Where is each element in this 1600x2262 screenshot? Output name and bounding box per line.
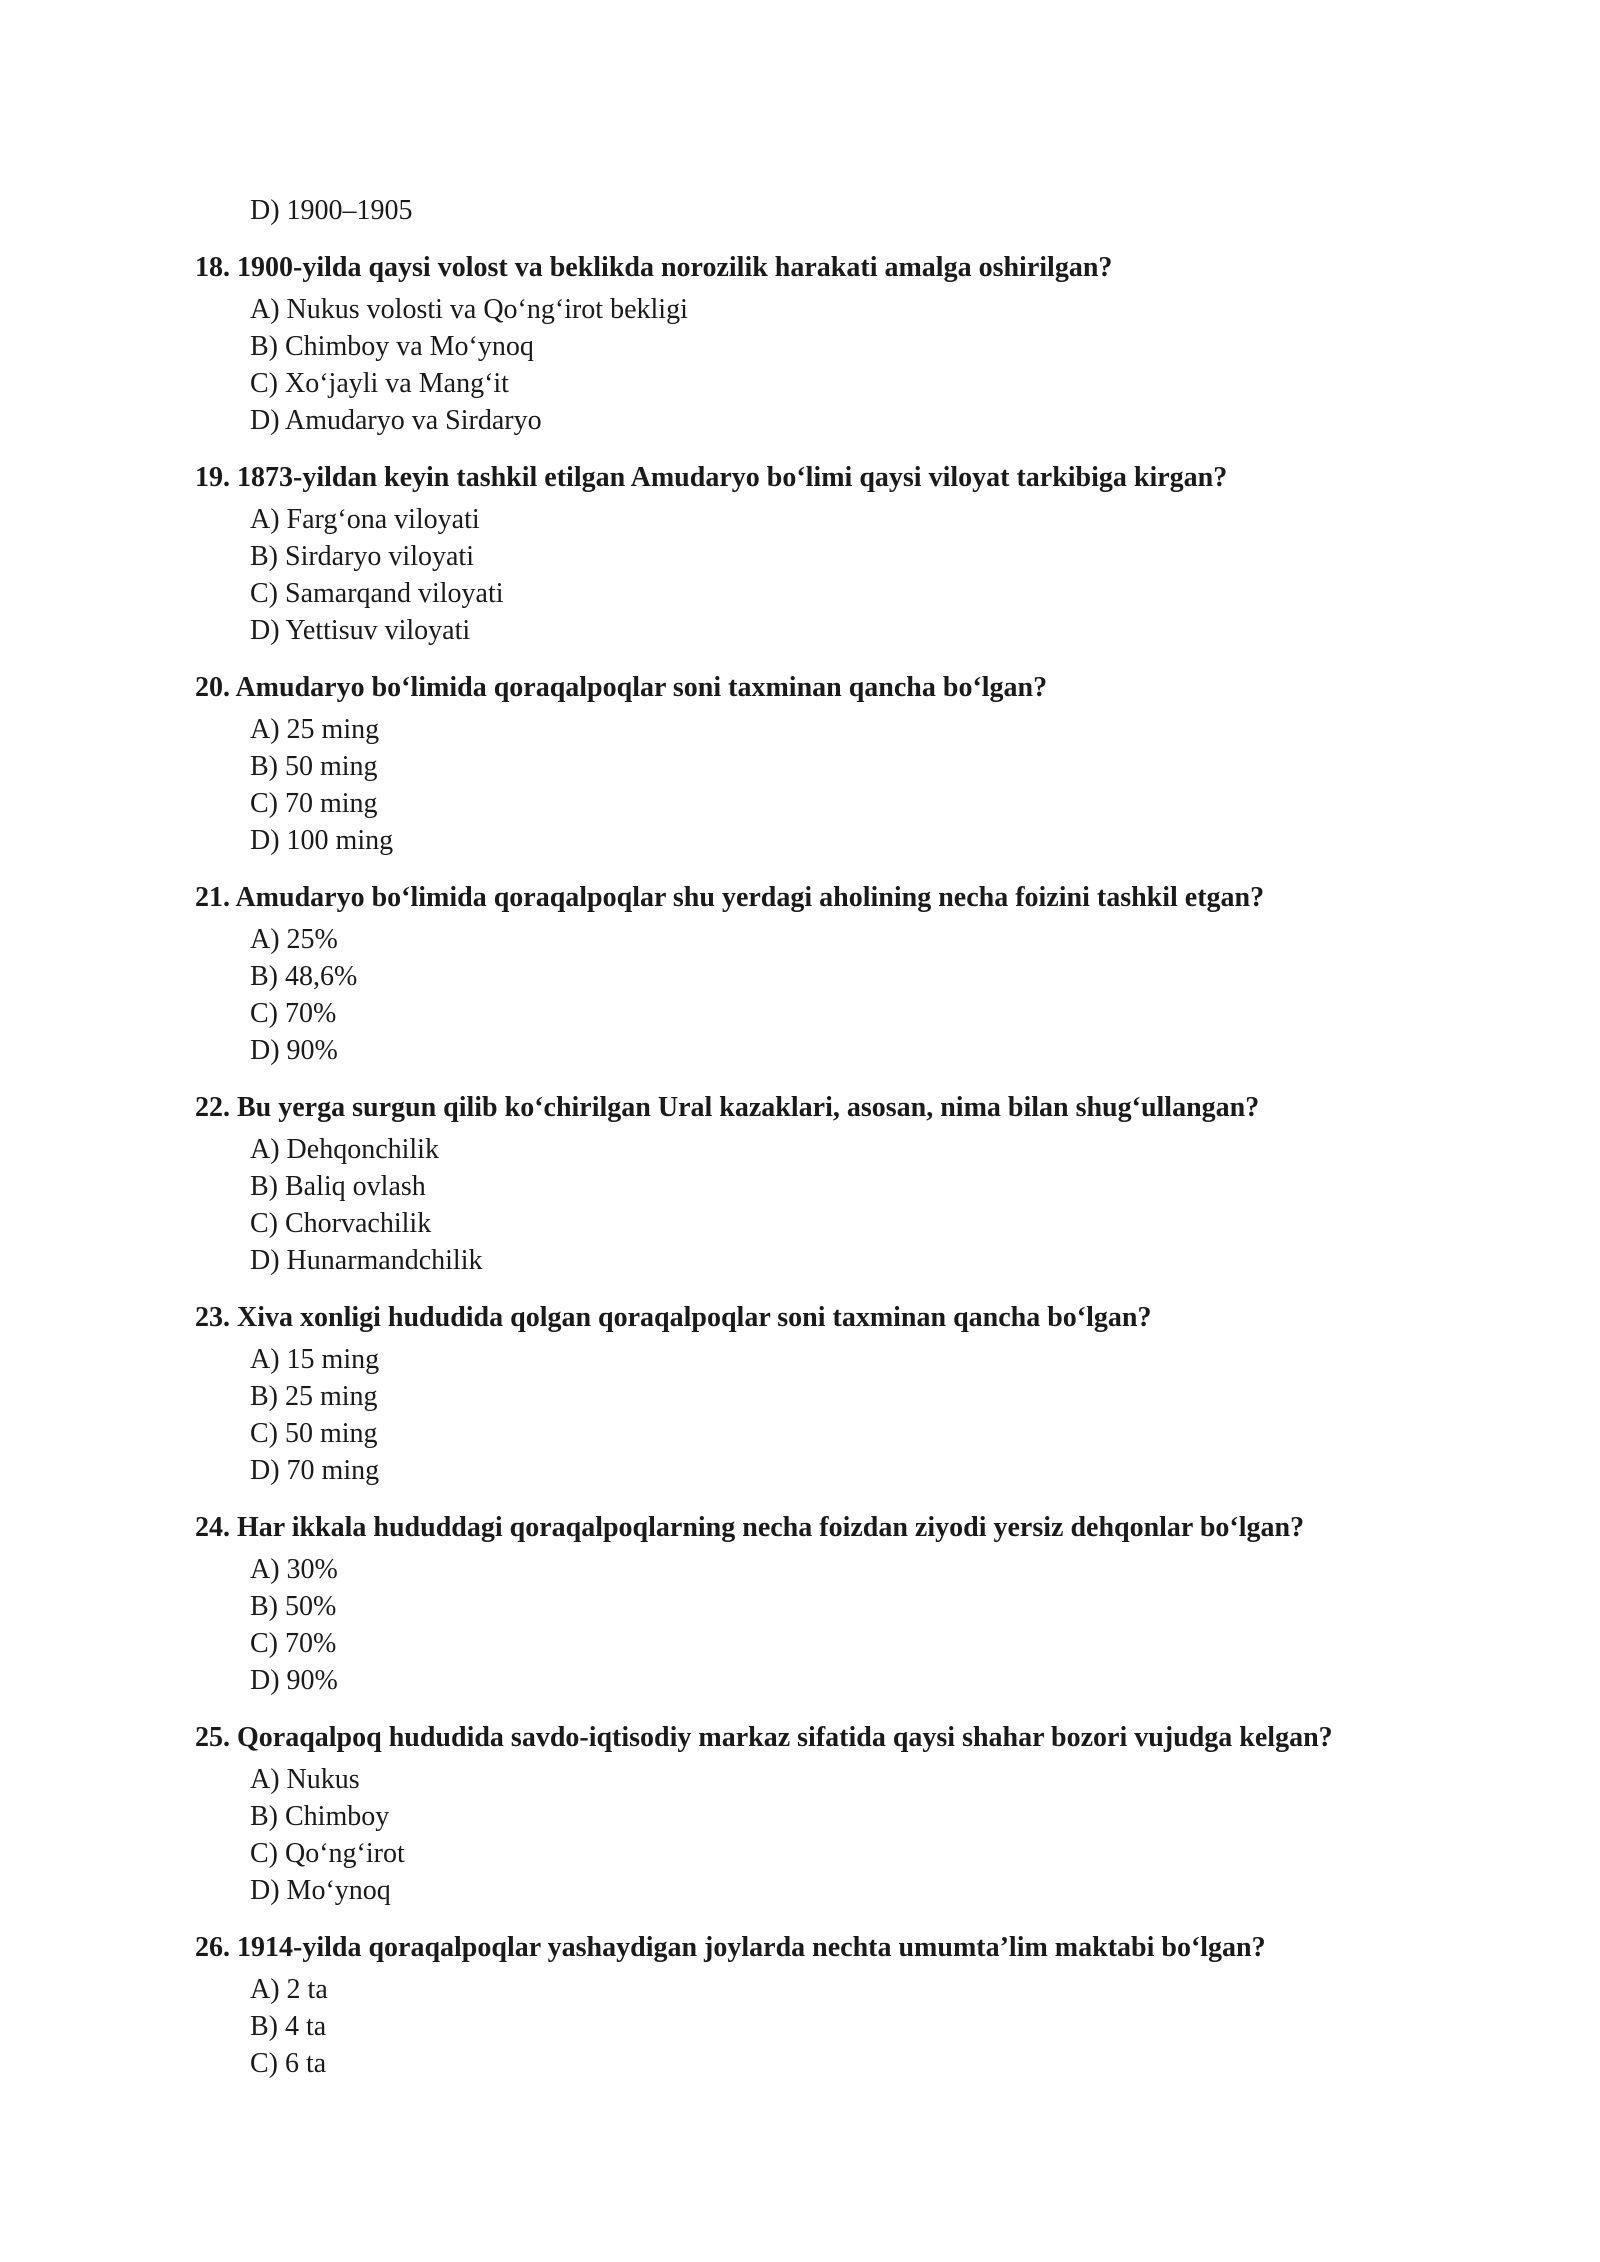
answer-options — [195, 291, 1455, 439]
question-text: 20. Amudaryo bo‘limida qoraqalpoqlar soni taxminan qancha bo‘lgan? — [195, 672, 1048, 703]
document-page — [195, 192, 1455, 2082]
answer-option: C) 50 ming — [250, 1418, 378, 1449]
question-text: 25. Qoraqalpoq hududida savdo-iqtisodiy markaz sifatida qaysi shahar bozori vujudga kelgan? — [195, 1722, 1333, 1753]
answer-option: D) 70 ming — [250, 1455, 380, 1486]
answer-options — [195, 1761, 1455, 1909]
answer-option: D) 90% — [250, 1665, 338, 1696]
question-list — [195, 249, 1455, 2082]
question-block — [195, 1089, 1455, 1279]
question-block — [195, 669, 1455, 859]
question-block — [195, 1299, 1455, 1489]
question-text: 19. 1873-yildan keyin tashkil etilgan Amudaryo bo‘limi qaysi viloyat tarkibiga kirgan? — [195, 462, 1228, 493]
answer-option: C) Xo‘jayli va Mang‘it — [250, 368, 509, 399]
answer-option: D) Hunarmandchilik — [250, 1245, 483, 1276]
answer-option: A) 2 ta — [250, 1974, 328, 2005]
answer-option: D) Amudaryo va Sirdaryo — [250, 405, 542, 436]
question-text: 18. 1900-yilda qaysi volost va beklikda norozilik harakati amalga oshirilgan? — [195, 252, 1113, 283]
answer-option: D) Mo‘ynoq — [250, 1875, 391, 1906]
question-block — [195, 879, 1455, 1069]
answer-option: C) 70% — [250, 1628, 337, 1659]
answer-options — [195, 1971, 1455, 2082]
answer-option: C) 70 ming — [250, 788, 378, 819]
answer-option: B) Sirdaryo viloyati — [250, 541, 474, 572]
answer-option: B) Baliq ovlash — [250, 1171, 426, 1202]
answer-option: C) Chorvachilik — [250, 1208, 432, 1239]
answer-option: A) 15 ming — [250, 1344, 380, 1375]
question-text: 24. Har ikkala hududdagi qoraqalpoqlarning necha foizdan ziyodi yersiz dehqonlar bo‘lgan? — [195, 1512, 1305, 1543]
question-block — [195, 1719, 1455, 1909]
answer-option: C) 6 ta — [250, 2048, 327, 2079]
continued-option: D) 1900–1905 — [250, 195, 413, 226]
answer-option: A) Nukus volosti va Qo‘ng‘irot bekligi — [250, 294, 688, 325]
answer-option: B) 50 ming — [250, 751, 378, 782]
answer-option: A) Farg‘ona viloyati — [250, 504, 480, 535]
answer-options — [195, 711, 1455, 859]
answer-option: C) Qo‘ng‘irot — [250, 1838, 405, 1869]
answer-options — [195, 501, 1455, 649]
question-block — [195, 249, 1455, 439]
answer-option: A) 30% — [250, 1554, 338, 1585]
answer-options — [195, 1341, 1455, 1489]
question-block — [195, 1929, 1455, 2082]
answer-option: B) Chimboy va Mo‘ynoq — [250, 331, 534, 362]
question-block — [195, 1509, 1455, 1699]
answer-option: D) Yettisuv viloyati — [250, 615, 471, 646]
answer-option: A) Dehqonchilik — [250, 1134, 439, 1165]
answer-option: A) 25 ming — [250, 714, 380, 745]
question-block — [195, 459, 1455, 649]
answer-option: B) Chimboy — [250, 1801, 390, 1832]
answer-options — [195, 921, 1455, 1069]
answer-options — [195, 1131, 1455, 1279]
answer-option: C) 70% — [250, 998, 337, 1029]
answer-option: D) 90% — [250, 1035, 338, 1066]
question-text: 23. Xiva xonligi hududida qolgan qoraqalpoqlar soni taxminan qancha bo‘lgan? — [195, 1302, 1152, 1333]
answer-option: B) 4 ta — [250, 2011, 327, 2042]
answer-option: D) 100 ming — [250, 825, 394, 856]
answer-option: A) Nukus — [250, 1764, 360, 1795]
answer-option: B) 48,6% — [250, 961, 358, 992]
question-text: 26. 1914-yilda qoraqalpoqlar yashaydigan joylarda nechta umumta’lim maktabi bo‘lgan? — [195, 1932, 1266, 1963]
answer-option: B) 25 ming — [250, 1381, 378, 1412]
answer-option: A) 25% — [250, 924, 338, 955]
answer-options — [195, 1551, 1455, 1699]
question-text: 21. Amudaryo bo‘limida qoraqalpoqlar shu yerdagi aholining necha foizini tashkil etgan? — [195, 882, 1265, 913]
answer-option: C) Samarqand viloyati — [250, 578, 504, 609]
answer-option: B) 50% — [250, 1591, 337, 1622]
question-text: 22. Bu yerga surgun qilib ko‘chirilgan Ural kazaklari, asosan, nima bilan shug‘ullangan? — [195, 1092, 1260, 1123]
